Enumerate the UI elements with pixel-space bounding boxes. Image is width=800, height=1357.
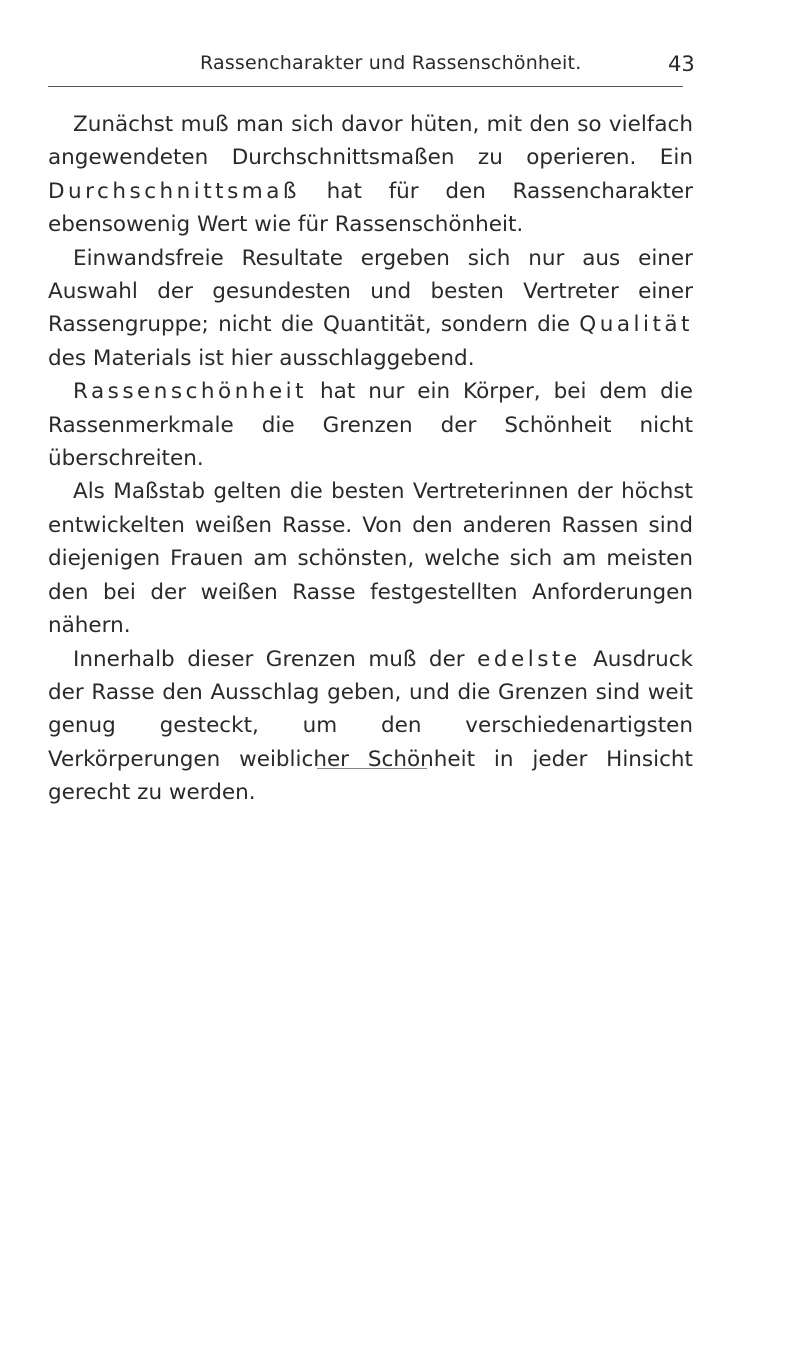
paragraph-2 bbox=[48, 242, 693, 376]
paragraph-1 bbox=[48, 108, 693, 242]
body-text bbox=[48, 108, 693, 810]
section-end-rule bbox=[317, 768, 427, 769]
paragraph-text: hat nur ein Körper, bei dem die Rassenmerkmale die Grenzen der Schönheit nicht überschreiten. bbox=[48, 379, 693, 472]
running-title: Rassencharakter und Rassenschönheit. bbox=[200, 52, 582, 74]
paragraph-text: Einwandsfreie Resultate ergeben sich nur aus einer Auswahl der gesundesten und besten Vertreter einer Rassengruppe; nicht die Quantität, sondern die bbox=[48, 245, 693, 338]
emphasized-term: Qualität bbox=[579, 312, 693, 338]
paragraph-text: des Materials ist hier ausschlaggebend. bbox=[48, 345, 475, 371]
emphasized-term: edelste bbox=[477, 646, 581, 672]
paragraph-4 bbox=[48, 475, 693, 642]
paragraph-text: Als Maßstab gelten die besten Vertreterinnen der höchst entwickelten weißen Rasse. Von den anderen Rassen sind diejenigen Frauen am schönsten, welche sich am meisten den bei der weißen Rasse festgestellten Anforderungen nähern. bbox=[48, 479, 693, 639]
paragraph-text: Innerhalb dieser Grenzen muß der bbox=[73, 646, 478, 672]
paragraph-text: hat für den Rassencharakter ebensowenig Wert wie für Rassenschönheit. bbox=[48, 178, 693, 238]
page-number: 43 bbox=[668, 52, 695, 76]
emphasized-term: Rassenschönheit bbox=[73, 379, 308, 405]
emphasized-term: Durchschnittsmaß bbox=[48, 178, 300, 204]
paragraph-text: Ausdruck der Rasse den Ausschlag geben, und die Grenzen sind weit genug gesteckt, um den verschiedenartigsten Verkörperungen weiblicher Schönheit in jeder Hinsicht gerecht zu werden. bbox=[48, 646, 693, 806]
header-rule bbox=[48, 86, 683, 87]
paragraph-3 bbox=[48, 375, 693, 475]
running-head bbox=[200, 52, 695, 86]
paragraph-text: Zunächst muß man sich davor hüten, mit den so vielfach angewendeten Durchschnittsmaßen zu operieren. Ein bbox=[48, 112, 693, 171]
paragraph-5 bbox=[48, 643, 693, 810]
